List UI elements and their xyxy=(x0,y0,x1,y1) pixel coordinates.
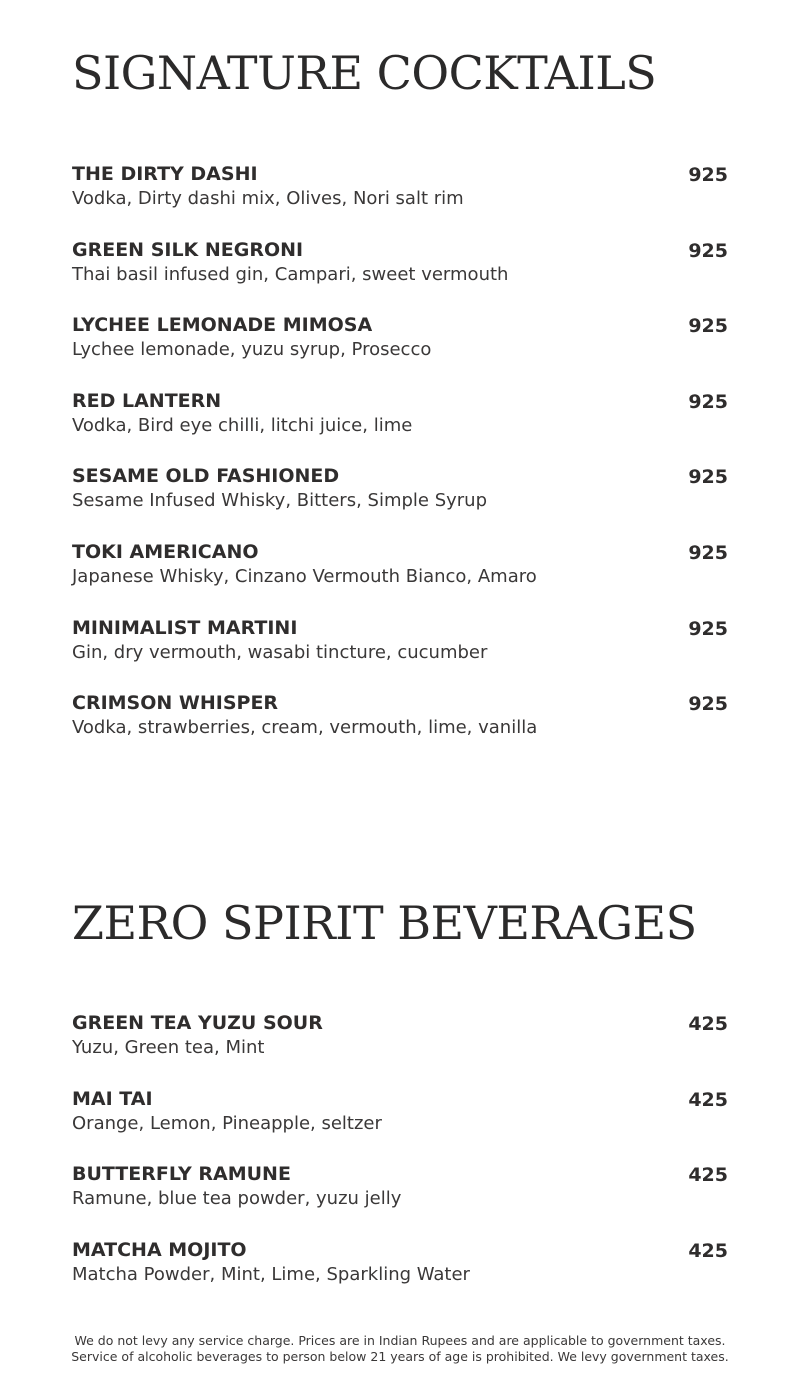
menu-item xyxy=(72,1087,728,1163)
menu-item-name: CRIMSON WHISPER xyxy=(72,692,279,715)
menu-item-name: SESAME OLD FASHIONED xyxy=(72,465,340,488)
menu-item xyxy=(72,616,728,692)
menu-item xyxy=(72,238,728,314)
menu-item xyxy=(72,389,728,465)
menu-item-price: 925 xyxy=(688,466,728,489)
footer-line-service-charge: We do not levy any service charge. Prices are in Indian Rupees and are applicable to government taxes. xyxy=(74,1333,726,1348)
menu-item xyxy=(72,540,728,616)
menu-item-name: LYCHEE LEMONADE MIMOSA xyxy=(72,314,373,337)
zero-spirit-beverages-list xyxy=(72,1011,728,1313)
menu-item-name: GREEN SILK NEGRONI xyxy=(72,238,304,261)
menu-item xyxy=(72,313,728,389)
footer-disclaimer xyxy=(0,1333,800,1365)
menu-item xyxy=(72,691,728,767)
menu-item xyxy=(72,1238,728,1314)
section-title-zero-spirit-beverages: ZERO SPIRIT BEVERAGES xyxy=(72,896,697,950)
menu-item-price: 425 xyxy=(688,1013,728,1035)
menu-item-price: 925 xyxy=(688,315,728,338)
signature-cocktails-list xyxy=(72,162,728,767)
menu-item-description: Orange, Lemon, Pineapple, seltzer xyxy=(72,1112,382,1134)
menu-item-name: MAI TAI xyxy=(72,1087,153,1110)
menu-item-price: 425 xyxy=(688,1239,728,1262)
menu-item xyxy=(72,1011,728,1087)
menu-item-name: THE DIRTY DASHI xyxy=(72,163,258,185)
menu-item-price: 425 xyxy=(688,1088,728,1111)
menu-item-price: 925 xyxy=(688,617,728,640)
menu-item-description: Gin, dry vermouth, wasabi tincture, cucumber xyxy=(72,641,488,663)
menu-item-description: Matcha Powder, Mint, Lime, Sparkling Water xyxy=(72,1263,470,1285)
menu-item-description: Vodka, Bird eye chilli, litchi juice, lime xyxy=(72,414,413,436)
menu-item-description: Yuzu, Green tea, Mint xyxy=(72,1037,265,1058)
menu-item-description: Vodka, strawberries, cream, vermouth, lime, vanilla xyxy=(72,717,538,739)
menu-item-name: MINIMALIST MARTINI xyxy=(72,616,298,639)
footer-line-alcohol-age: Service of alcoholic beverages to person below 21 years of age is prohibited. We levy government taxes. xyxy=(71,1349,729,1364)
menu-item xyxy=(72,1162,728,1238)
menu-item-price: 925 xyxy=(688,541,728,564)
menu-item-description: Vodka, Dirty dashi mix, Olives, Nori salt rim xyxy=(72,188,464,209)
menu-item xyxy=(72,162,728,238)
menu-item-description: Japanese Whisky, Cinzano Vermouth Bianco, Amaro xyxy=(72,565,537,587)
menu-item-price: 925 xyxy=(688,239,728,262)
menu-item-description: Thai basil infused gin, Campari, sweet vermouth xyxy=(72,263,509,285)
menu-item-name: RED LANTERN xyxy=(72,389,222,412)
menu-item-price: 925 xyxy=(688,390,728,413)
menu-item xyxy=(72,464,728,540)
menu-item-name: TOKI AMERICANO xyxy=(72,540,259,563)
menu-item-name: GREEN TEA YUZU SOUR xyxy=(72,1012,323,1034)
menu-item-name: MATCHA MOJITO xyxy=(72,1238,247,1261)
menu-item-price: 925 xyxy=(688,164,728,186)
menu-item-description: Lychee lemonade, yuzu syrup, Prosecco xyxy=(72,339,432,361)
menu-item-description: Ramune, blue tea powder, yuzu jelly xyxy=(72,1188,402,1210)
menu-item-price: 925 xyxy=(688,693,728,716)
menu-item-name: BUTTERFLY RAMUNE xyxy=(72,1163,291,1186)
section-title-signature-cocktails: SIGNATURE COCKTAILS xyxy=(72,46,657,100)
menu-item-description: Sesame Infused Whisky, Bitters, Simple Syrup xyxy=(72,490,488,512)
menu-item-price: 425 xyxy=(688,1164,728,1187)
